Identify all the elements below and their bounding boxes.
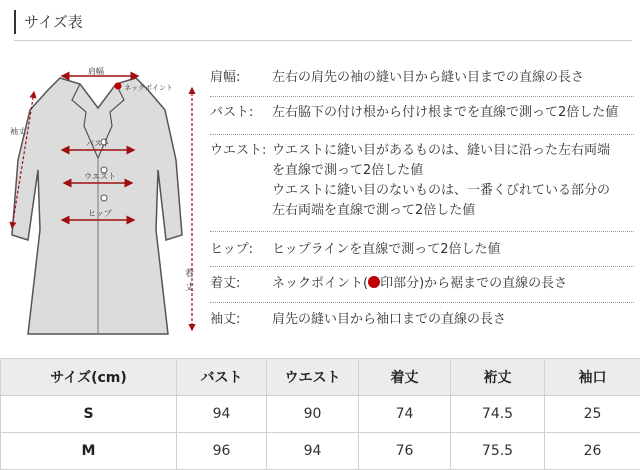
neck-point-marker <box>115 83 122 90</box>
table-header: 袖口 <box>545 359 640 396</box>
definition-text: 左右両端を直線で測って2倍した値 <box>272 201 640 221</box>
definition-term: 肩幅: <box>210 68 240 88</box>
divider <box>210 96 634 97</box>
table-header: ウエスト <box>267 359 359 396</box>
definition-text: ウエストに縫い目のないものは、一番くびれている部分の <box>272 181 640 201</box>
definition-text: 左右脇下の付け根から付け根までを直線で測って2倍した値 <box>272 103 640 123</box>
definition-text: ヒップラインを直線で測って2倍した値 <box>272 240 640 260</box>
divider <box>210 134 634 135</box>
button-icon <box>101 195 107 201</box>
definition-text-pre: ネックポイント( <box>272 276 368 291</box>
divider <box>210 266 634 267</box>
table-cell: 26 <box>545 433 640 470</box>
table-cell: 96 <box>177 433 267 470</box>
title-divider <box>14 40 632 41</box>
shoulder-label: 肩幅 <box>88 66 104 76</box>
divider <box>210 231 634 232</box>
coat-diagram <box>0 50 205 340</box>
divider <box>210 302 634 303</box>
table-cell: 74 <box>359 396 451 433</box>
length-label-top: 着 <box>185 267 194 279</box>
definition-text-post: 印部分)から裾までの直線の長さ <box>380 276 567 291</box>
waist-label: ウエスト <box>84 172 116 181</box>
table-header: サイズ(cm) <box>1 359 177 396</box>
table-header-row <box>1 359 640 396</box>
bust-label: バスト <box>86 139 110 148</box>
definition-text: 肩先の縫い目から袖口までの直線の長さ <box>272 310 640 330</box>
table-header: 裄丈 <box>451 359 545 396</box>
table-cell: 94 <box>267 433 359 470</box>
table-cell: 75.5 <box>451 433 545 470</box>
table-cell: 74.5 <box>451 396 545 433</box>
table-row <box>1 433 640 470</box>
coat-shape <box>12 78 182 334</box>
definition-text <box>272 274 640 294</box>
size-table <box>0 358 640 470</box>
table-cell: 94 <box>177 396 267 433</box>
hip-label: ヒップ <box>88 209 112 218</box>
sleeve-label: 袖丈 <box>10 126 26 136</box>
table-cell: 90 <box>267 396 359 433</box>
definition-term: バスト: <box>210 103 253 123</box>
table-cell: 25 <box>545 396 640 433</box>
table-cell: 76 <box>359 433 451 470</box>
definition-term: ウエスト: <box>210 141 266 161</box>
table-cell: S <box>1 396 177 433</box>
definition-text: を直線で測って2倍した値 <box>272 161 640 181</box>
definition-text: 左右の肩先の袖の縫い目から縫い目までの直線の長さ <box>272 68 640 88</box>
table-header: 着丈 <box>359 359 451 396</box>
table-cell: M <box>1 433 177 470</box>
length-label-bottom: 丈 <box>185 281 194 293</box>
table-row <box>1 396 640 433</box>
definition-text: ウエストに縫い目があるものは、縫い目に沿った左右両端 <box>272 141 640 161</box>
definition-term: 袖丈: <box>210 310 240 330</box>
neck-point-label: ネックポイント <box>124 84 173 92</box>
table-header: バスト <box>177 359 267 396</box>
page-title: サイズ表 <box>14 10 83 34</box>
red-dot-icon <box>368 276 380 288</box>
definition-term: ヒップ: <box>210 240 253 260</box>
definition-term: 着丈: <box>210 274 240 294</box>
